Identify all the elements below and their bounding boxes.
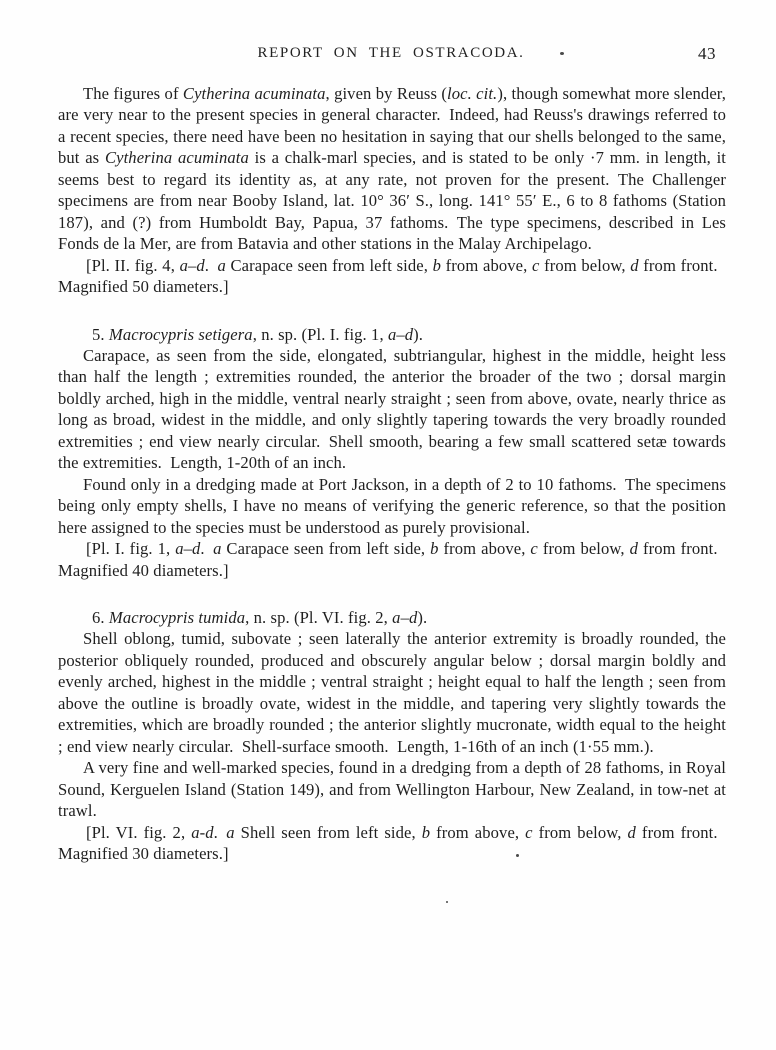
scan-speck	[560, 52, 564, 55]
running-title: REPORT ON THE OSTRACODA.	[257, 45, 525, 61]
scan-speck	[516, 854, 519, 857]
page-body	[58, 83, 726, 864]
species-heading-macrocypris-tumida: 6. Macrocypris tumida, n. sp. (Pl. VI. fig. 2, a–d).	[92, 607, 428, 627]
paragraph-tumida-description: Shell oblong, tumid, subovate ; seen laterally the anterior extremity is broadly rounded, the posterior obliquely rounded, produced and obscurely angular below ; dorsal margin boldly and evenly arched, highest in the middle ; ventral straight ; height equal to half the length ; seen from above the outline is broadly ovate, widest in the middle, and tapering very slightly towards the extremities, which are broadly rounded ; the anterior slightly mucronate, width equal to the height ; end view nearly circular. Shell-surface smooth. Length, 1-16th of an inch (1·55 mm.).	[58, 629, 726, 756]
plate-note-setigera: [Pl. I. fig. 1, a–d. a Carapace seen from left side, b from above, c from below, d from front. Magnified 40 diameters.]	[58, 539, 726, 580]
plate-note-tumida: [Pl. VI. fig. 2, a-d. a Shell seen from left side, b from above, c from below, d from front. Magnified 30 diameters.]	[58, 822, 726, 863]
paragraph-setigera-locality: Found only in a dredging made at Port Jackson, in a depth of 2 to 10 fathoms. The specimens being only empty shells, I have no means of verifying the generic reference, so that the position here assigned to the species must be understood as purely provisional.	[58, 474, 726, 537]
paragraph-setigera-description: Carapace, as seen from the side, elongated, subtriangular, highest in the middle, height less than half the length ; extremities rounded, the anterior the broader of the two ; dorsal margin boldly arched, high in the middle, ventral nearly straight ; seen from above, ovate, nearly thrice as long as broad, widest in the middle, and only slightly tapering towards the very broadly rounded extremities ; end view nearly circular. Shell smooth, bearing a few small scattered setæ towards the extremities. Length, 1-20th of an inch.	[58, 345, 726, 473]
plate-note-cytherina: [Pl. II. fig. 4, a–d. a Carapace seen from left side, b from above, c from below, d from front. Magnified 50 diameters.]	[58, 255, 726, 297]
paragraph-tumida-locality: A very fine and well-marked species, found in a dredging from a depth of 28 fathoms, in Royal Sound, Kerguelen Island (Station 149), and from Wellington Harbour, New Zealand, in tow-net at trawl.	[58, 758, 726, 821]
scan-speck	[446, 901, 448, 903]
page-number: 43	[698, 44, 716, 63]
species-heading-macrocypris-setigera: 5. Macrocypris setigera, n. sp. (Pl. I. fig. 1, a–d).	[92, 324, 424, 344]
paragraph-cytherina-discussion: The figures of Cytherina acuminata, given by Reuss (loc. cit.), though somewhat more slender, are very near to the present species in general character. Indeed, had Reuss's drawings referred to a recent species, there need have been no hesitation in saying that our shells belonged to the same, but as Cytherina acuminata is a chalk-marl species, and is stated to be only ·7 mm. in length, it seems best to regard its identity as, at any rate, not proven for the present. The Challenger specimens are from near Booby Island, lat. 10° 36′ S., long. 141° 55′ E., 6 to 8 fathoms (Station 187), and (?) from Humboldt Bay, Papua, 37 fathoms. The type specimens, described in Les Fonds de la Mer, are from Batavia and other stations in the Malay Archipelago.	[58, 84, 727, 254]
page-header	[58, 45, 724, 67]
